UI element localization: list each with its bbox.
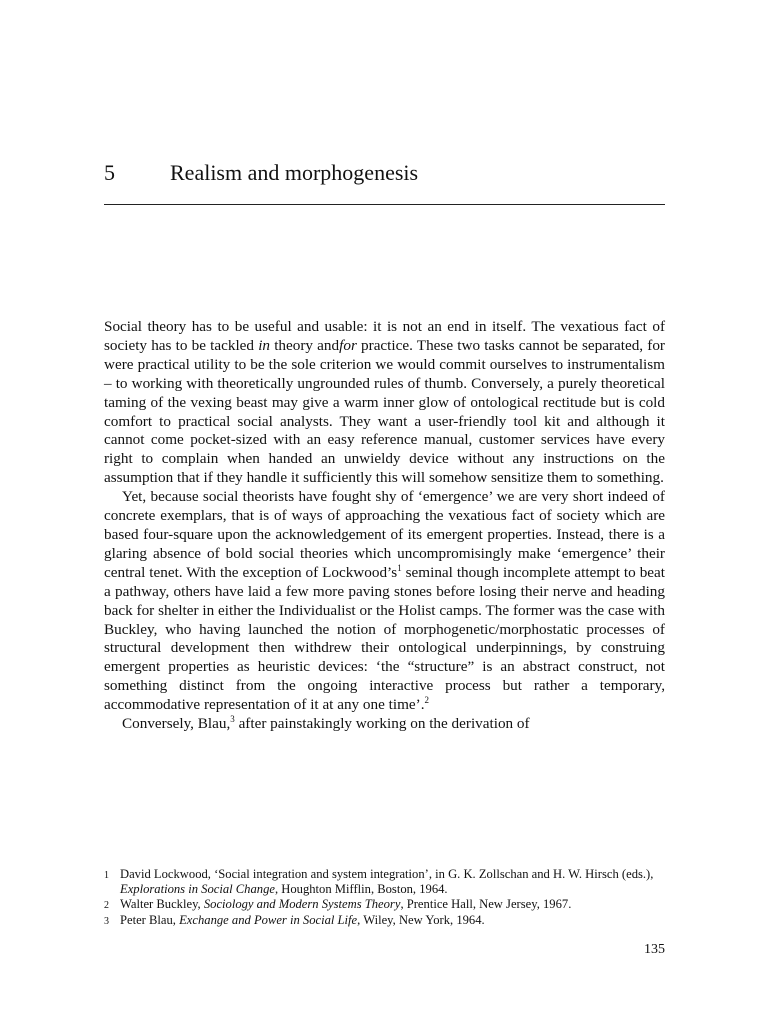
footnote-mark: 2 [104,900,109,911]
p1-text-c: theory and [270,336,340,354]
heading-rule [104,204,665,205]
p1-text-e: practice. These two tasks cannot be separated, for were practical utility to be the sole criterion we would commit ourselves to instrumentalism – to working with theoretically ungrounded rules of thumb. Conversely, a purely theoretical taming of the vexing beast may give a warm inner glow of ontological rectitude but is cold comfort to practical social analysts. They want a user-friendly tool kit and although it cannot come pocket-sized with an easy reference manual, customer services have every right to complain when handed an unwieldy device without any instructions on the assumption that if they handle it sufficiently this will somehow sensitize them to something. [104,336,665,487]
footnote-title: Explorations in Social Change [120,882,275,896]
paragraph-2 [104,488,665,715]
footnote-title: Exchange and Power in Social Life [179,913,358,927]
footnote-2 [104,897,665,913]
footnote-text-pre: Walter Buckley, [120,897,204,911]
page-number: 135 [644,942,665,957]
footnote-text-post: , Houghton Mifflin, Boston, 1964. [274,882,448,896]
body-text [104,318,665,734]
p3-text-a: Conversely, Blau, [122,715,231,733]
footnote-text [120,913,665,929]
footnote-text [120,897,665,913]
footnote-text-post: , Prentice Hall, New Jersey, 1967. [400,897,572,911]
chapter-heading [104,160,664,186]
p2-text-a: Yet, because social theorists have fought shy of ‘emergence’ we are very short indeed of concrete exemplars, that is of ways of approaching the vexatious fact of society which are based four-square upon the acknowledgement of its emergent properties. Instead, there is a glaring absence of bold social theories which uncompromisingly make ‘emergence’ their central tenet. With the exception of Lockwood’s [104,488,665,581]
footnote-text-post: , Wiley, New York, 1964. [357,913,485,927]
footnote-title: Sociology and Modern Systems Theory [203,897,401,911]
p1-italic-for: for [339,336,357,354]
footnote-3 [104,913,665,929]
footnote-text-pre: Peter Blau, [120,913,180,927]
paragraph-1 [104,318,665,488]
chapter-number: 5 [104,160,115,185]
p1-italic-in: in [258,336,271,354]
footnote-ref-1[interactable]: 1 [397,562,402,573]
footnote-text [120,867,665,897]
footnote-ref-3[interactable]: 3 [230,713,235,724]
footnote-text-pre: David Lockwood, ‘Social integration and system integration’, in G. K. Zollschan and H. W. Hirsch (eds.), [120,867,654,881]
footnote-1 [104,867,665,897]
footnotes [104,867,665,929]
p2-text-b: seminal though incomplete attempt to beat a pathway, others have laid a few more paving stones before losing their nerve and heading back for shelter in either the Individualist or the Holist camps. The former was the case with Buckley, who having launched the notion of morphogenetic/morphostatic processes of structural development then withdrew their ontological underpinnings, by construing emergent properties as heuristic devices: ‘the “structure” is an abstract construct, not something distinct from the ongoing interactive process but rather a temporary, accommodative representation of it at any one time’. [104,563,665,714]
p3-text-b: after painstakingly working on the derivation of [234,715,530,733]
footnote-mark: 3 [104,916,109,927]
p1-text-a: Social theory has to be useful and usable: it is not an end in itself. The vexatious fact of society has to be tackled [104,318,665,354]
footnote-mark: 1 [104,870,109,881]
footnote-ref-2[interactable]: 2 [424,695,430,706]
chapter-title: Realism and morphogenesis [170,160,419,185]
paragraph-3 [104,715,665,734]
